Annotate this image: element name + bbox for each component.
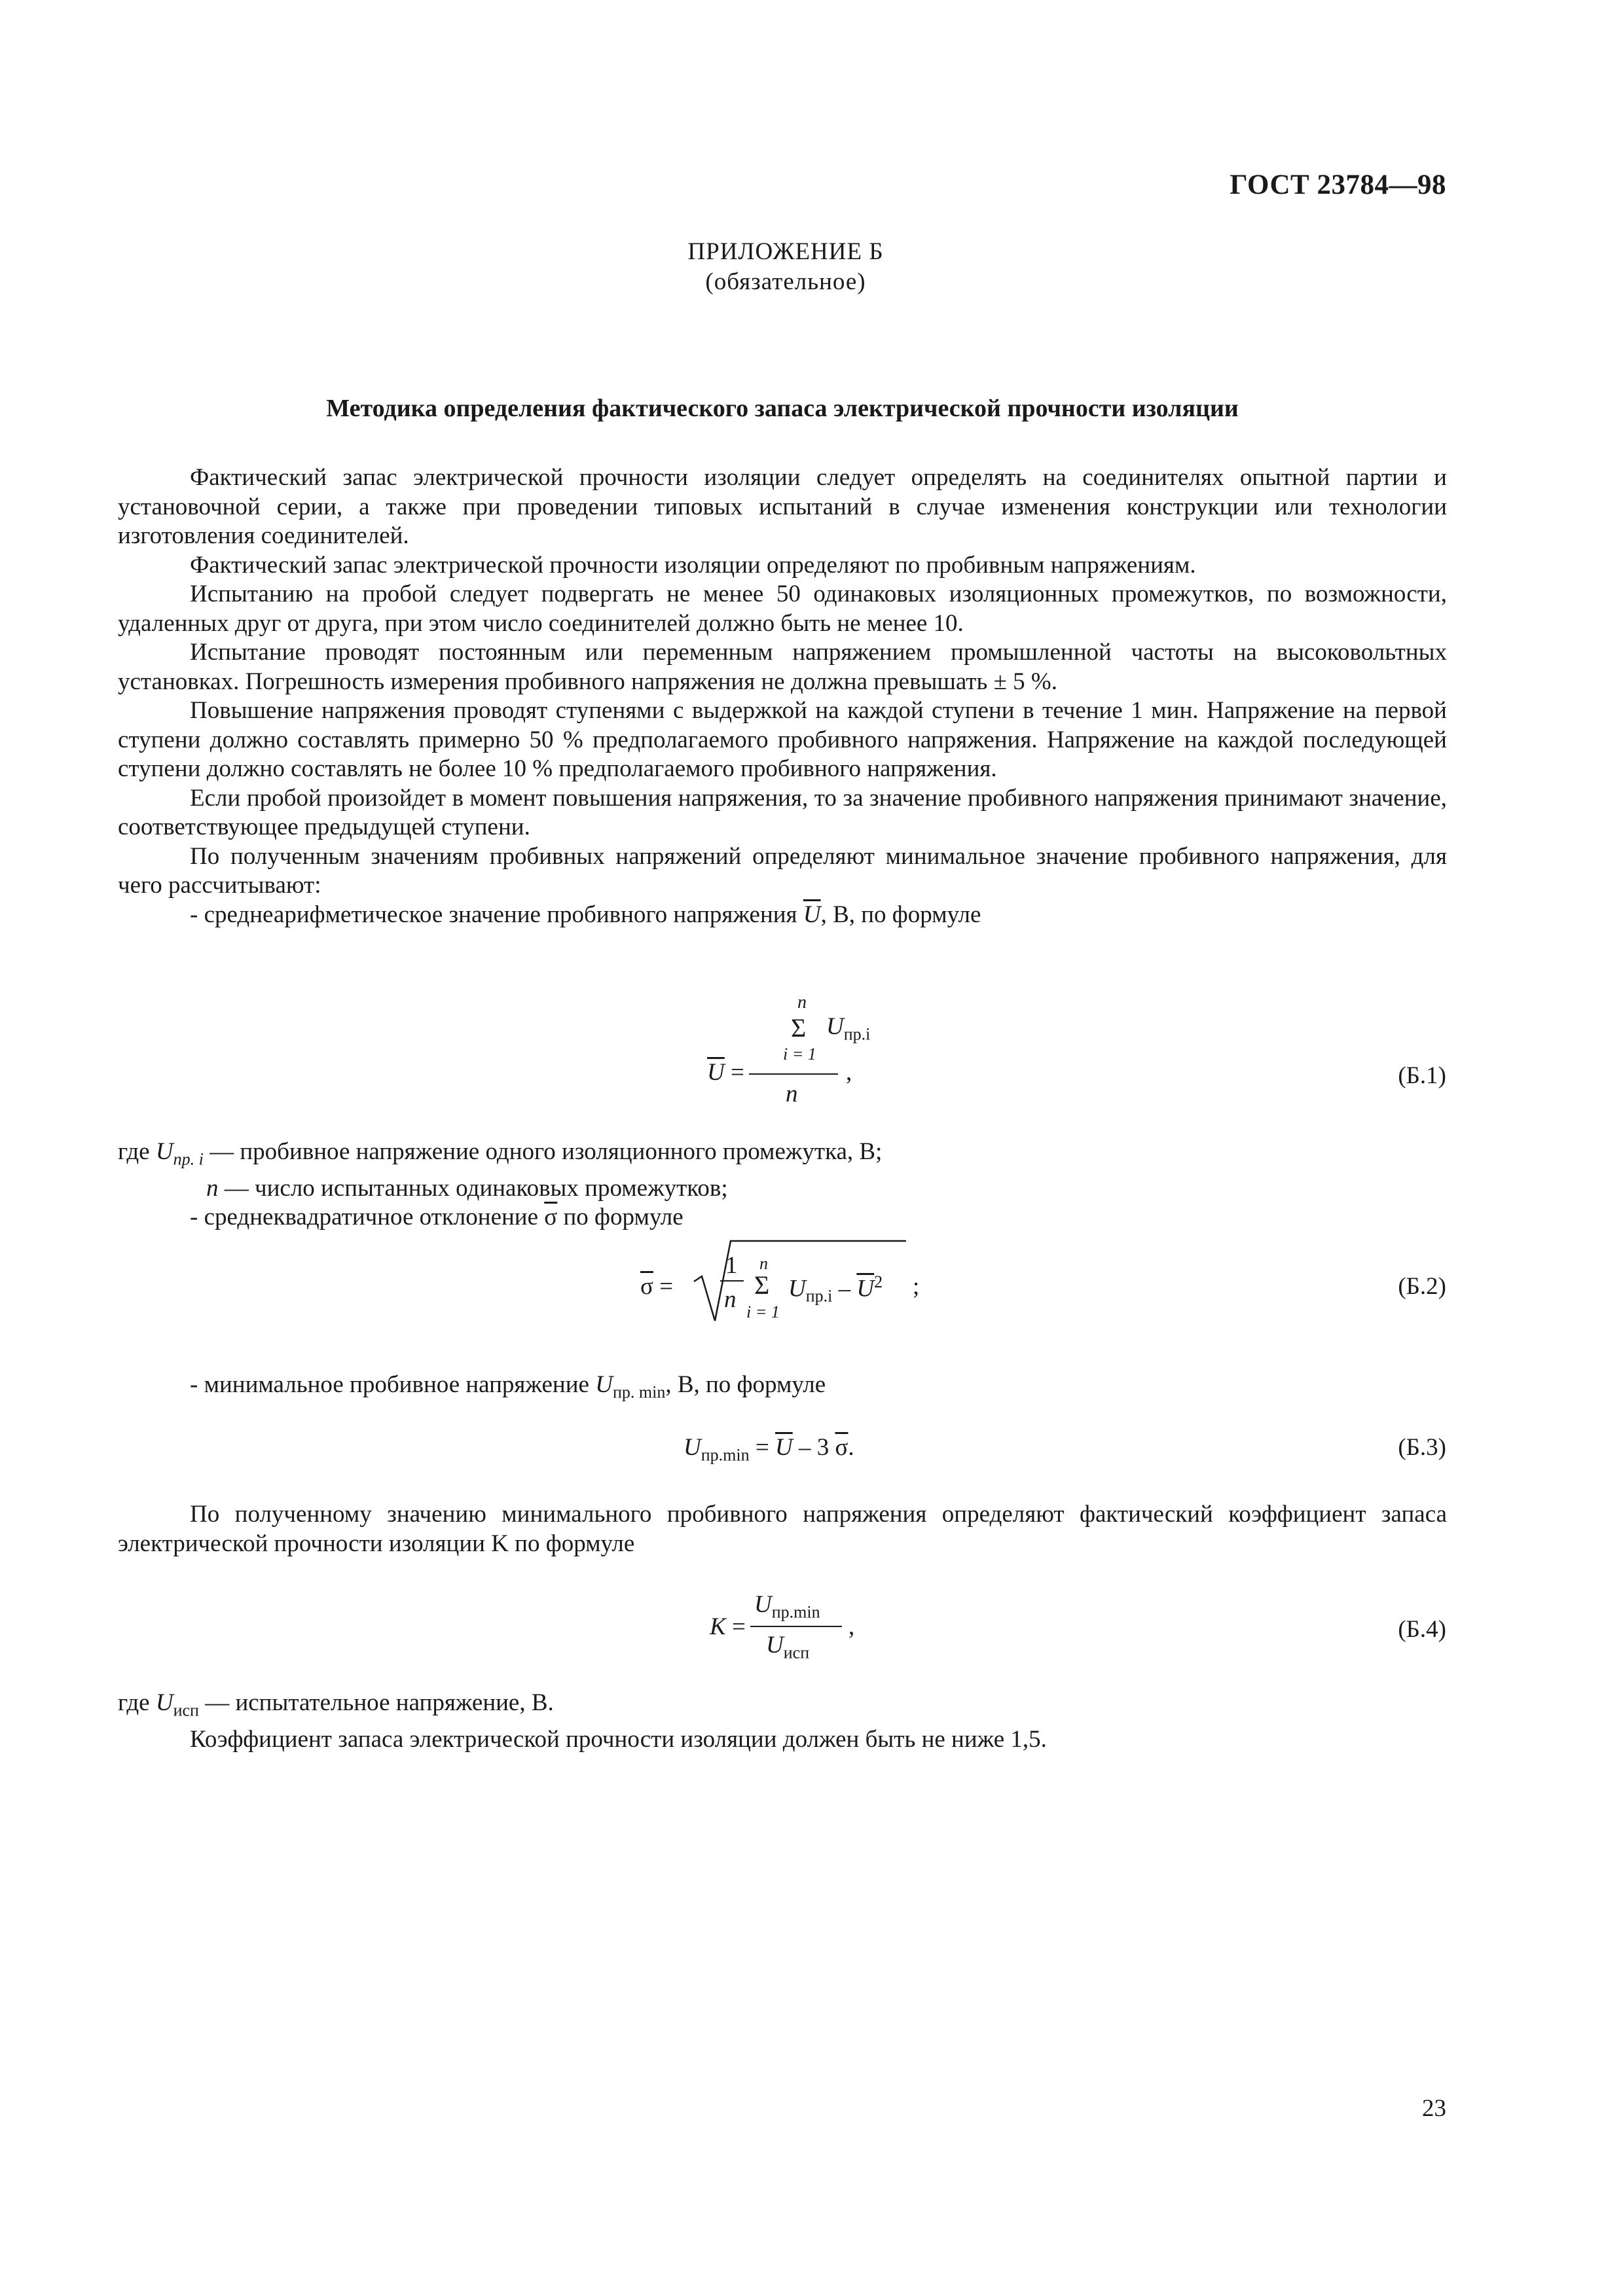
equation-number: (Б.4) [1398, 1616, 1446, 1643]
paragraph: По полученным значениям пробивных напряжений определяют минимальное значение пробивного напряжения, для чего рассчитывают: [118, 842, 1447, 899]
equation-number: (Б.3) [1398, 1434, 1446, 1461]
list-item-mean: - среднеарифметическое значение пробивного напряжения $\overline{U}$, В, по формуле [190, 901, 981, 928]
section-title: Методика определения фактического запаса электрической прочности изоляции [326, 395, 1239, 422]
paragraph: Испытанию на пробой следует подвергать не менее 50 одинаковых изоляционных промежутков, по возможности, удаленных друг от друга, при этом число соединителей должно быть не менее 10. [118, 581, 1447, 637]
sum-sign: Σ [791, 1013, 807, 1043]
appendix-status: (обязательное) [705, 268, 866, 295]
paragraph: Фактический запас электрической прочности изоляции определяют по пробивным напряжениям. [190, 551, 1196, 579]
u-bar-symbol: $\overline{U}$ [803, 901, 821, 928]
fraction-bar [720, 1280, 744, 1282]
equation-number: (Б.1) [1398, 1062, 1446, 1089]
appendix-label: ПРИЛОЖЕНИЕ Б [687, 238, 884, 265]
final-statement: Коэффициент запаса электрической прочности изоляции должен быть не ниже 1,5. [190, 1725, 1047, 1753]
equation-number: (Б.2) [1398, 1273, 1446, 1300]
where-block-2: где $U_{исп}$ — испытательное напряжение, В. Коэффициент запаса электрической прочности изоляции должен быть не ниже 1,5. [118, 1689, 1047, 1754]
paragraph: Если пробой произойдет в момент повышения напряжения, то за значение пробивного напряжения принимают значение, соответствующее предыдущей ступени. [118, 784, 1447, 840]
page-number: 23 [1422, 2095, 1446, 2122]
paragraph: Повышение напряжения проводят ступенями с выдержкой на каждой ступени в течение 1 мин. Напряжение на первой ступени должно составлять примерно 50 % предполагаемого пробивного напряжения. Напряжение на каждой последующей ступени должно составлять не более 10 % предполагаемого пробивного напряжения. [118, 697, 1447, 782]
appendix-heading [0, 237, 1571, 297]
where-block-1: где $U_{пр. i}$ — пробивное напряжение одного изоляционного промежутка, В; n — число испытанных одинаковых промежутков; - среднеквадратичное отклонение $\overline{\sigma}$ по формуле [118, 1138, 883, 1231]
standard-code: ГОСТ 23784—98 [1230, 170, 1446, 200]
paragraph: Фактический запас электрической прочности изоляции следует определять на соединителях опытной партии и установочной серии, а также при проведении типовых испытаний в случае изменения конструкции или технологии изготовления соединителей. [118, 464, 1447, 549]
body-text-k [118, 1500, 1447, 1558]
fraction-bar [749, 1073, 838, 1075]
document-page: ГОСТ 23784—98 ПРИЛОЖЕНИЕ Б (обязательное) Методика определения фактического запаса электрической прочности изоляции Фактический запас электрической прочности изоляции следует определять на соединителях опытной партии и установочной серии, а также при проведении типовых испытаний в случае изменения конструкции или технологии изготовления соединителей. Фактический запас электрической прочности изоляции определяют по пробивным напряжениям. Испытанию на пробой следует подвергать не менее 50 одинаковых изоляционных промежутков, по возможности, удаленных друг от друга, при этом число соединителей должно быть не менее 10. Испытание проводят постоянным или переменным напряжением промышленной частоты на высоковольтных установках. Погрешность измерения пробивного напряжения не должна превышать ± 5 %. Повышение напряжения проводят ступенями с выдержкой на каждой ступени в течение 1 мин. Напряжение на первой ступени должно составлять примерно 50 % предполагаемого пробивного напряжения. Напряжение на каждой последующей ступени должно составлять не более 10 % предполагаемого пробивного напряжения. Если пробой произойдет в момент повышения напряжения, то за значение пробивного напряжения принимают значение, соответствующее предыдущей ступени. По полученным значениям пробивных напряжений определяют минимальное значение пробивного напряжения, для чего рассчитывают: - среднеарифметическое значение пробивного напряжения $\overline{U}$, В, по формуле n Σ $U_{пр.i}$ i = 1 $\overline{U}$ = n , (Б.1) где $U_{пр. i}$ — пробивное напряжение одного изоляционного промежутка, В; n — число испытанных одинаковых промежутков; - среднеквадратичное отклонение $\overline{\sigma}$ по формуле $\overline{\sigma}$ = 1 n n Σ i = 1 $U_{пр.i} - \overline{U}^2$ ; (Б.2) - минимальное пробивное напряжение $U_{пр. min}$, В, по формуле $U_{пр.min} = \overline{U} - 3$ $\overline{\sigma}$. (Б.3) По полученному значению минимального пробивного напряжения определяют фактический коэффициент запаса электрической прочности изоляции K по формуле K = $U_{пр.min}$ $U_{исп}$ , (Б.4) где $U_{исп}$ — испытательное напряжение, В. Коэффициент запаса электрической прочности изоляции должен быть не ниже 1,5. 23 [0, 0, 1623, 2296]
list-item-min: - минимальное пробивное напряжение $U_{пр. min}$, В, по формуле [190, 1371, 826, 1402]
body-text [118, 463, 1447, 929]
paragraph: Испытание проводят постоянным или переменным напряжением промышленной частоты на высоковольтных установках. Погрешность измерения пробивного напряжения не должна превышать ± 5 %. [118, 639, 1447, 695]
fraction-bar [750, 1626, 842, 1627]
sum-sign: Σ [754, 1270, 770, 1300]
paragraph: По полученному значению минимального пробивного напряжения определяют фактический коэффициент запаса электрической прочности изоляции K по формуле [118, 1501, 1447, 1557]
